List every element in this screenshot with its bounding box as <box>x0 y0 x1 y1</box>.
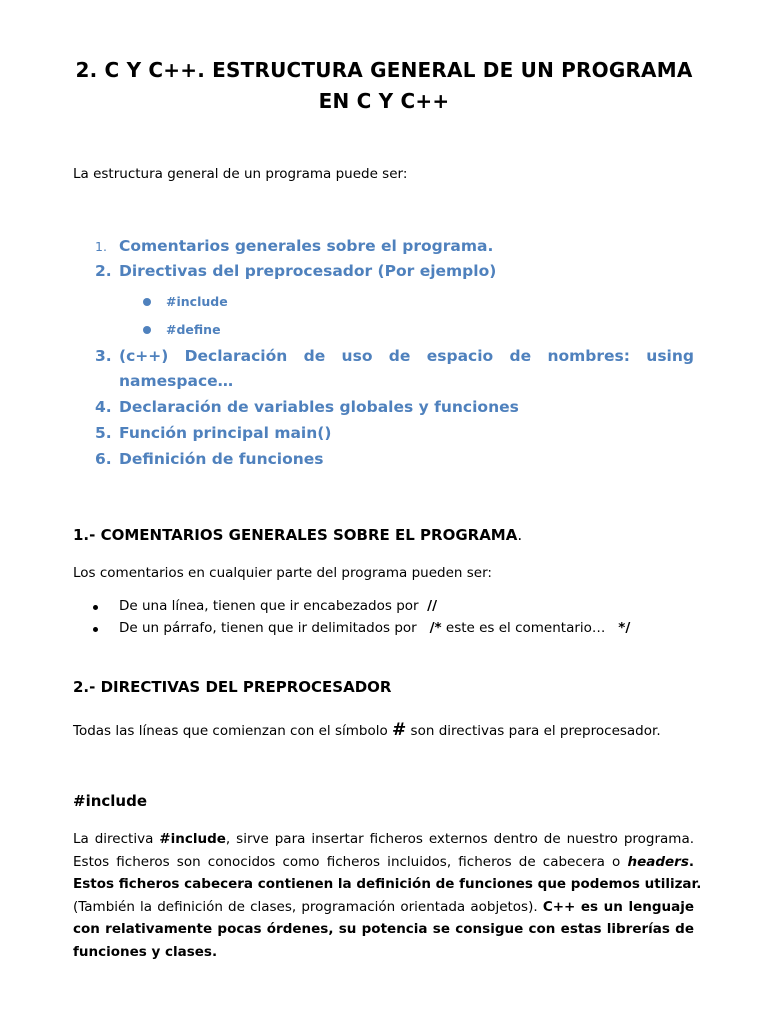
outline-number: 1. <box>95 239 107 254</box>
title-line-1: 2. C Y C++. ESTRUCTURA GENERAL DE UN PROGRAMA <box>75 58 693 82</box>
outline-text: Declaración de variables globales y funciones <box>119 398 519 416</box>
intro-text: La estructura general de un programa puede ser: <box>73 166 408 182</box>
section-2-text: Todas las líneas que comienzan con el símbolo # son directivas para el preprocesador. <box>73 720 661 740</box>
paragraph-line: Estos ficheros cabecera contienen la definición de funciones que podemos utilizar. <box>73 876 702 892</box>
bullet-icon <box>143 326 151 334</box>
outline-text-continuation: namespace… <box>119 372 234 390</box>
outline-number: 3. <box>95 347 112 365</box>
bullet-icon <box>143 298 151 306</box>
bullet-icon <box>93 627 98 632</box>
outline-text: Función principal main() <box>119 424 332 442</box>
document-title <box>60 55 708 117</box>
document-page: 2. C Y C++. ESTRUCTURA GENERAL DE UN PROGRAMA EN C Y C++ La estructura general de un programa puede ser: 1. Comentarios generales sobre el programa. 2. Directivas del preprocesador (Por ejemplo) #include #define 3. (c++) Declaración de uso de espacio de nombres: using namespace… 4. Declaración de variables globales y funciones 5. Función principal main() 6. Definición de funciones 1.- COMENTARIOS GENERALES SOBRE EL PROGRAMA. Los comentarios en cualquier parte del programa pueden ser: De una línea, tienen que ir encabezados por // De un párrafo, tienen que ir delimitados por /* este es el comentario… */ 2.- DIRECTIVAS DEL PREPROCESADOR Todas las líneas que comienzan con el símbolo # son directivas para el preprocesador. #include La directiva #include, sirve para insertar ficheros externos dentro de nuestro programa. Estos ficheros son conocidos como ficheros incluidos, ficheros de cabecera o headers. Estos ficheros cabecera contienen la definición de funciones que podemos utilizar. (También la definición de clases, programación orientada aobjetos). C++ es un lenguaje con relativamente pocas órdenes, su potencia se consigue con estas librerías de funciones y clases. <box>0 0 768 1024</box>
title-line-2: EN C Y C++ <box>318 89 450 113</box>
outline-number: 6. <box>95 450 112 468</box>
outline-text: Directivas del preprocesador (Por ejemplo) <box>119 262 497 280</box>
section-1-lead: Los comentarios en cualquier parte del programa pueden ser: <box>73 565 492 581</box>
section-1-heading: 1.- COMENTARIOS GENERALES SOBRE EL PROGRAMA. <box>73 526 523 544</box>
include-heading: #include <box>73 792 148 810</box>
paragraph-line: con relativamente pocas órdenes, su potencia se consigue con estas librerías de <box>73 921 694 937</box>
outline-text: (c++) Declaración de uso de espacio de nombres: using <box>119 347 694 365</box>
paragraph-line: (También la definición de clases, programación orientada aobjetos). C++ es un lenguaje <box>73 898 695 915</box>
outline-number: 5. <box>95 424 112 442</box>
paragraph-line: funciones y clases. <box>73 943 218 960</box>
paragraph-line: La directiva #include, sirve para insertar ficheros externos dentro de nuestro programa. <box>73 831 695 847</box>
outline-text: Comentarios generales sobre el programa. <box>119 237 494 255</box>
subitem-text: #include <box>166 294 228 309</box>
bullet-icon <box>93 605 98 610</box>
include-paragraph <box>73 828 702 963</box>
paragraph-line: Estos ficheros son conocidos como ficheros incluidos, ficheros de cabecera o headers. <box>73 853 694 870</box>
outline-number: 4. <box>95 398 112 416</box>
section-2-heading: 2.- DIRECTIVAS DEL PREPROCESADOR <box>73 678 392 696</box>
subitem-text: #define <box>166 322 221 337</box>
outline-number: 2. <box>95 262 112 280</box>
outline-text: Definición de funciones <box>119 450 324 468</box>
